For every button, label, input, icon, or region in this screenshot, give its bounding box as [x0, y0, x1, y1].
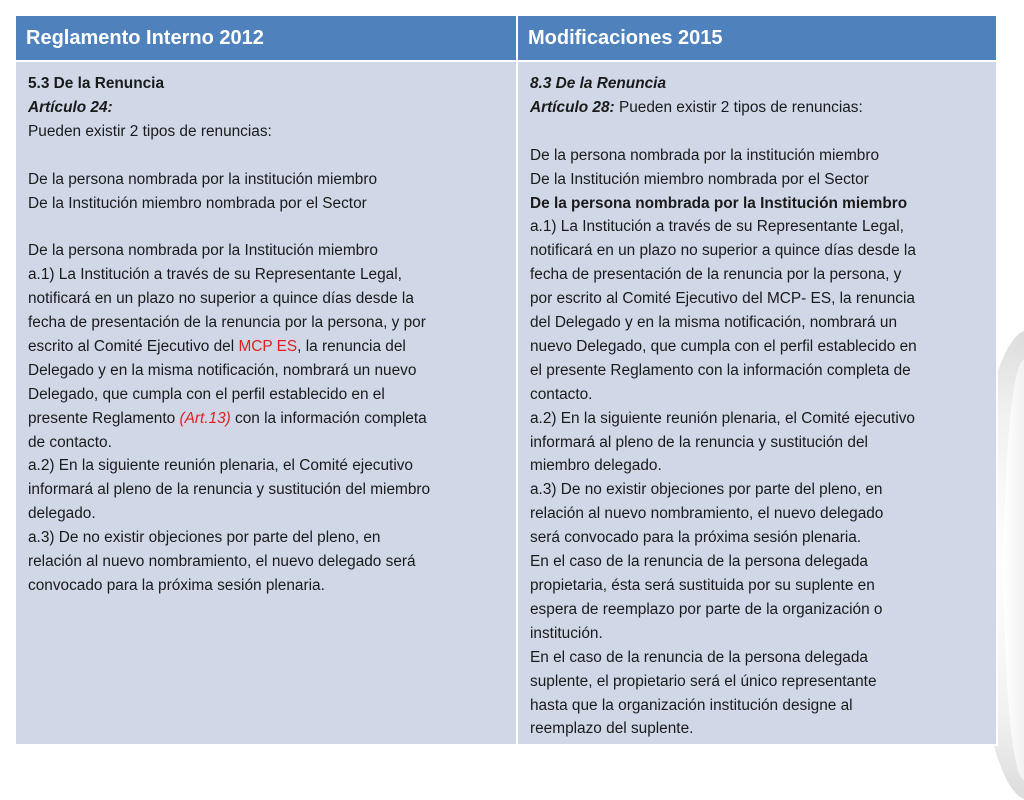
- header-row: [15, 15, 997, 61]
- text-line: del Delegado y en la misma notificación, nombrará un: [530, 314, 898, 332]
- text-line: relación al nuevo nombramiento, el nuevo delegado será: [28, 553, 416, 571]
- blank-line: [28, 215, 506, 239]
- resignation-type-2: De la Institución miembro nombrada por el Sector: [530, 170, 869, 188]
- text-line: institución.: [530, 624, 603, 642]
- text-line: nuevo Delegado, que cumpla con el perfil establecido en: [530, 337, 917, 355]
- text-line: informará al pleno de la renuncia y sustitución del miembro: [28, 481, 431, 499]
- subheading: De la persona nombrada por la Institución miembro: [28, 242, 378, 260]
- text-segment: Pueden existir 2 tipos de renuncias:: [614, 98, 863, 116]
- text-line: a.1) La Institución a través de su Representante Legal,: [530, 218, 904, 236]
- header-modificaciones-2015: Modificaciones 2015: [517, 15, 997, 61]
- text-line: a.1) La Institución a través de su Representante Legal,: [28, 266, 402, 284]
- comparison-table: [14, 14, 998, 746]
- section-title: 5.3 De la Renuncia: [28, 75, 165, 92]
- text-line: Delegado, que cumpla con el perfil establecido en el: [28, 385, 385, 403]
- text-segment: con la información completa: [230, 409, 427, 427]
- text-line: el presente Reglamento con la información completa de: [530, 361, 911, 379]
- highlight-art-13: (Art.13): [179, 409, 231, 427]
- cell-reglamento-2012: [15, 61, 517, 745]
- article-line: [530, 96, 986, 120]
- blank-line: [28, 144, 506, 168]
- cell-modificaciones-2015: [517, 61, 997, 745]
- text-segment: escrito al Comité Ejecutivo del: [28, 337, 239, 355]
- text-line: relación al nuevo nombramiento, el nuevo delegado: [530, 505, 884, 523]
- resignation-type-2: De la Institución miembro nombrada por el Sector: [28, 194, 367, 212]
- text-line: será convocado para la próxima sesión plenaria.: [530, 529, 862, 547]
- section-title: 8.3 De la Renuncia: [530, 75, 667, 92]
- text-segment: , la renuncia del: [297, 337, 406, 355]
- text-line: reemplazo del suplente.: [530, 720, 694, 738]
- text-line: a.2) En la siguiente reunión plenaria, el Comité ejecutivo: [530, 409, 915, 427]
- text-line: fecha de presentación de la renuncia por la persona, y por: [28, 314, 426, 332]
- blank-line: [530, 120, 986, 144]
- text-line: convocado para la próxima sesión plenaria.: [28, 577, 325, 594]
- text-line: a.3) De no existir objeciones por parte del pleno, en: [28, 529, 381, 547]
- text-line: [28, 407, 506, 431]
- text-line: fecha de presentación de la renuncia por la persona, y: [530, 266, 902, 284]
- text-line: propietaria, ésta será sustituida por su suplente en: [530, 577, 875, 595]
- text-line: [28, 335, 506, 359]
- resignation-type-1: De la persona nombrada por la institución miembro: [28, 170, 378, 188]
- text-line: Delegado y en la misma notificación, nombrará un nuevo: [28, 361, 417, 379]
- text-line: miembro delegado.: [530, 457, 662, 475]
- text-line: notificará en un plazo no superior a quince días desde la: [28, 290, 414, 308]
- article-title: Artículo 28:: [530, 98, 615, 116]
- text-line: hasta que la organización institución designe al: [530, 696, 853, 714]
- text-line: espera de reemplazo por parte de la organización o: [530, 600, 883, 618]
- text-line: delegado.: [28, 505, 96, 523]
- text-line: suplente, el propietario será el único representante: [530, 672, 877, 690]
- text-segment: presente Reglamento: [28, 409, 180, 427]
- intro-line: Pueden existir 2 tipos de renuncias:: [28, 122, 272, 140]
- text-line: informará al pleno de la renuncia y sustitución del: [530, 433, 868, 451]
- highlight-mcp-es: MCP ES: [238, 337, 298, 355]
- text-line: En el caso de la renuncia de la persona delegada: [530, 553, 868, 571]
- text-line: de contacto.: [28, 433, 112, 451]
- text-line: a.3) De no existir objeciones por parte del pleno, en: [530, 481, 883, 499]
- text-line: a.2) En la siguiente reunión plenaria, el Comité ejecutivo: [28, 457, 413, 475]
- subheading: De la persona nombrada por la Institución miembro: [530, 194, 908, 212]
- text-line: por escrito al Comité Ejecutivo del MCP- ES, la renuncia: [530, 290, 915, 308]
- text-line: notificará en un plazo no superior a quince días desde la: [530, 242, 916, 260]
- text-line: contacto.: [530, 385, 593, 403]
- text-line: En el caso de la renuncia de la persona delegada: [530, 648, 868, 666]
- article-title: Artículo 24:: [28, 98, 113, 116]
- header-reglamento-2012: Reglamento Interno 2012: [15, 15, 517, 61]
- resignation-type-1: De la persona nombrada por la institución miembro: [530, 146, 880, 164]
- content-row: [15, 61, 997, 745]
